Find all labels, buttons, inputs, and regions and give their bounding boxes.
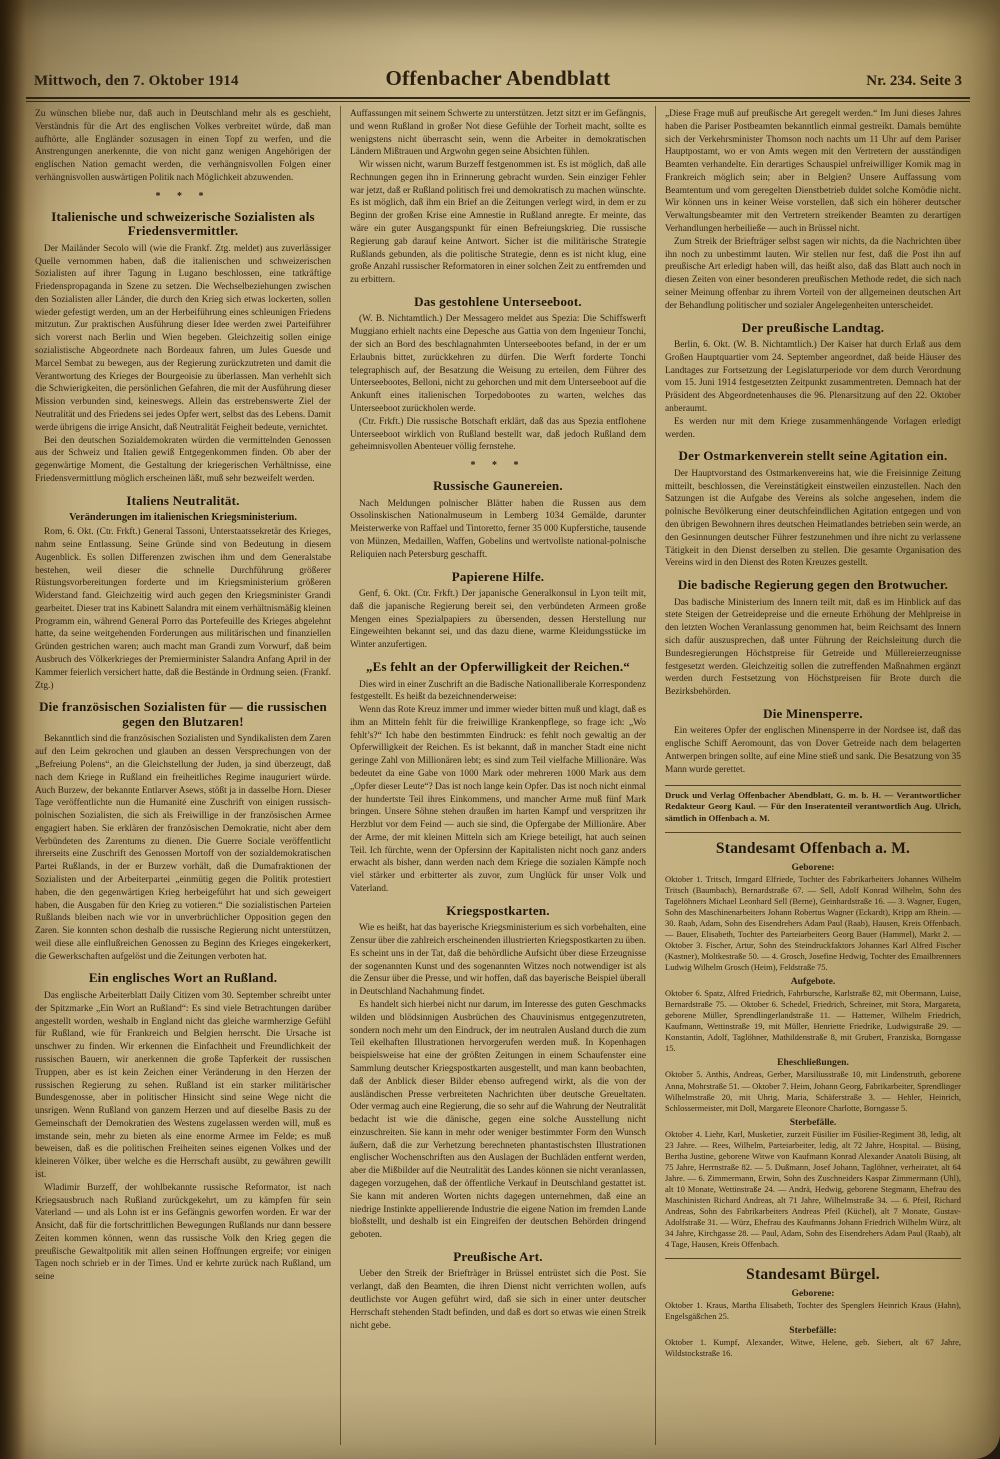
article-paragraph: Es werden nur mit dem Kriege zusammenhängende Vorlagen erledigt werden. bbox=[665, 416, 961, 440]
article-paragraph: Ein weiteres Opfer der englischen Minensperre in der Nordsee ist, daß das englische Schiff Aeromount, das von Dover Getreide nach dem belagerten Antwerpen bringen sollte, auf eine Mine stieß und sank. Die Besatzung von 35 Mann wurde gerettet. bbox=[665, 726, 961, 775]
section-separator: * * * bbox=[155, 190, 211, 202]
article-paragraph: Ueber den Streik der Briefträger in Brüssel entrüstet sich die Post. Sie verlangt, daß den Beamten, die ihren Dienst nicht verrichten wollen, aufs deutlichste vor Augen geführt wird, daß sie sich in einer unter deutscher Herrschaft stehenden Stadt befinden, und daß es dort so etwas wie einen Streik nicht gebe. bbox=[350, 1269, 646, 1331]
article-headline: Italienische und schweizerische Sozialisten als Friedensvermittler. bbox=[51, 208, 315, 239]
issue-page-number: Nr. 234. Seite 3 bbox=[866, 73, 962, 89]
article bbox=[665, 108, 961, 313]
column-3 bbox=[655, 106, 970, 1445]
article-headline: Die französischen Sozialisten für — die russischen gegen den Blutzaren! bbox=[39, 699, 327, 729]
masthead-date: Mittwoch, den 7. Oktober 1914 bbox=[34, 73, 239, 89]
article bbox=[350, 295, 646, 454]
article-subheadline: Veränderungen im italienischen Kriegsministerium. bbox=[69, 512, 297, 524]
article-headline: Preußische Art. bbox=[453, 1248, 543, 1264]
book-spine-shadow bbox=[0, 0, 26, 1459]
registry-subheading: Sterbefälle: bbox=[789, 1324, 837, 1336]
registry-subheading: Eheschließungen. bbox=[777, 1057, 849, 1069]
registry-records: Oktober 1. Tritsch, Irmgard Elfriede, Tochter des Fabrikarbeiters Johannes Wilhelm Tritsch (Baumbach), Bernardstraße 67. — Sell, Adolf Konrad Wilhelm, Sohn des Tagelöhners Michael Leonhard Sell (Berne), Geinhardstraße 16. — 3. Wagner, Eugen, Sohn des Maschinenarbeiters Johann Robertus Wagner (Eckardt), Kripp am Rhein. — 30. Raab, Adam, Sohn des Eisendrehers Adam Paul (Raab), Hausen, Kreis Offenbach. — Bauer, Elisabeth, Tochter des Parteiarbeiters Georg Bauer (Hammel), Markt 2. — Oktober 3. Fischer, Artur, Sohn des Steindruckfaktors Johannes Karl Alfred Fischer (Kastner), Moltkestraße 50. — 4. Grosch, Josefine Hedwig, Tochter des Emailbrenners Ludwig Wilhelm Grosch (Heim), Feldstraße 75. bbox=[665, 873, 961, 973]
article bbox=[35, 494, 331, 693]
article-headline: Papierene Hilfe. bbox=[451, 568, 545, 584]
article-headline: Die badische Regierung gegen den Brotwucher. bbox=[677, 577, 949, 593]
article-paragraph: Bei den deutschen Sozialdemokraten würden die vermittelnden Genossen aus der Schweiz und Italien gewiß Entgegenkommen finden. Ob aber der gegenwärtige Moment, die Gestaltung der kriegerischen Verhältnisse, eine Friedensvermittlung möglich erscheinen läßt, muß sehr bezweifelt werden. bbox=[35, 435, 331, 484]
article-paragraph: Das badische Ministerium des Innern teilt mit, daß es im Hinblick auf das stete Steigen der Getreidepreise und die erneute Erhöhung der Mehlpreise in den letzten Wochen Veranlassung genommen hat, beim Reichsamt des Innern sich dafür auszusprechen, daß unter Führung der Reichsleitung durch die Bundesregierungen Höchstpreise für Getreide und Müllereierzeugnisse festgesetzt werden. Gleichzeitig sollen die zutreffenden Maßnahmen ergänzt werden durch Festsetzung von Höchstpreisen für Brote durch die Bezirksbehörden. bbox=[665, 597, 961, 698]
article-headline: Kriegspostkarten. bbox=[446, 902, 550, 918]
registry-office-section bbox=[665, 832, 961, 1250]
article-paragraph: Das englische Arbeiterblatt Daily Citizen vom 30. September schreibt unter der Spitzmarke „Ein Wort an Rußland“: Es sind viele Betrachtungen darüber angestellt worden, weshalb in England nicht das gleiche warmherzige Gefühl für Rußland, wie für Frankreich und Belgien herrscht. Die Ursache ist unschwer zu finden. Wir erkennen die Einfachheit und Freundlichkeit der russischen Bauern, wir anerkennen die große Tapferkeit der russischen Truppen, aber es ist kein Zeichen einer Veränderung in den Herzen der russischen Regierung zu sehen. Rußland ist ein starker militärischer Bundesgenosse, aber in politischer Hinsicht sind seine Wege nicht die unsrigen. Wenn Rußland von ganzem Herzen und auf dieselbe Basis zu der Gemeinschaft der Demokratien des Westens zugelassen werden will, muß es imstande sein, mehr zu bieten als eine enorme Armee im Felde; es muß beweisen, daß es die politischen Freiheiten seines eigenen Volkes und der kleineren Völker, über welche es die Herrschaft ausübt, zu gewähren gewillt ist. bbox=[35, 991, 331, 1180]
article bbox=[35, 108, 331, 185]
article bbox=[665, 321, 961, 442]
article-headline: Ein englisches Wort an Rußland. bbox=[88, 970, 278, 986]
registry-records: Oktober 4. Liehr, Karl, Musketier, zurzeit Füsilier im Füsilier-Regiment 38, ledig, alt 23 Jahre. — Rees, Wilhelm, Parteiarbeiter, ledig, alt 72 Jahre, Hospital. — Büsing, Bertha Justine, geborene Witwe von Kaufmann Konrad Alexander Anatoli Büsing, alt 75 Jahre, Herrnstraße 82. — 5. Dußmann, Josef Johann, Taglöhner, verheiratet, alt 64 Jahre. — 6. Zimmermann, Erwin, Sohn des Zuschneiders Kaspar Zimmermann (Uhl), alt 10 Monate, Wettinstraße 24. — Andrä, Hedwig, geborene Stegmann, Ehefrau des Maschinisten Richard Andreas, alt 71 Jahre, Wilhelmstraße 34. — 6. Pfeil, Richard Andreas, Sohn des Fabrikarbeiters Andreas Pfeil (Küchel), alt 7 Monate, Gustav-Adolfstraße 31. — Würz, Ehefrau des Kaufmanns Johann Friedrich Wilhelm Würz, alt 34 Jahre, Kirchgasse 28. — Paul, Adam, Sohn des Eisendrehers Adam Paul (Raab), alt 4 Tage, Hausen, Kreis Offenbach. bbox=[665, 1128, 961, 1250]
article-headline: Standesamt Bürgel. bbox=[746, 1266, 880, 1284]
article-headline: Der Ostmarkenverein stellt seine Agitation ein. bbox=[678, 448, 948, 464]
article-paragraph: Wir wissen nicht, warum Burzeff festgenommen ist. Es ist möglich, daß alle Rechnungen gegen ihn in Erinnerung gebracht wurden. Sein einziger Fehler war jetzt, daß er Rußland politisch frei und demokratisch zu machen wünschte. Es ist möglich, daß ihm ein Brief an die Zeitungen verlegt wird, in dem er zu Beginn der großen Krise eine Amnestie in Rußland anregte. Er meinte, das wäre ein guter Ausgangspunkt für einen Befreiungskrieg. Die russische Regierung gab darauf keine Antwort. Sicher ist die militärische Strategie Rußlands gebunden, als die politische Strategie, denn es ist nicht klug, eine große Anzahl russischer Reformatoren in einer solchen Zeit zu entfremden und zu erbittern. bbox=[350, 160, 646, 286]
article-paragraph: Auffassungen mit seinem Schwerte zu unterstützen. Jetzt sitzt er im Gefängnis, und wenn Rußland in großer Not diese Gefühle der Torheit macht, sollte es wenigstens nicht überrascht sein, wenn die Arbeiter in demokratischen Ländern Mißtrauen und Argwohn gegen seine Absichten fühlen. bbox=[350, 109, 646, 158]
article-paragraph: Berlin, 6. Okt. (W. B. Nichtamtlich.) Der Kaiser hat durch Erlaß aus dem Großen Hauptquartier vom 24. September angeordnet, daß beide Häuser des Landtages zur Fortsetzung der Legislaturperiode vor dem durch Verordnung vom 15. Juni 1914 festgesetzten Zeitpunkt zusammentreten. Demnach hat der Präsident des Abgeordnetenhauses die 96. Plenarsitzung auf den 22. Oktober anberaumt. bbox=[665, 340, 961, 414]
article-paragraph: Wladimir Burzeff, der wohlbekannte russische Reformator, ist nach Kriegsausbruch nach Rußland zurückgekehrt, um zu kämpfen für sein Vaterland — und als Lohn ist er ins Gefängnis geworfen worden. Er war der Ansicht, daß für die fortschrittlichen Bewegungen Rußlands nur dann bessere Zeiten kommen können, wenn das russische Volk den Krieg gegen die preußische Gewaltpolitik mit allen seinen Hoffnungen ergreife; vor einigen Tagen noch schrieb er in der Times. Und er kehrte zurück nach Rußland, um seine bbox=[35, 1182, 331, 1283]
article-headline: Der preußische Landtag. bbox=[741, 319, 885, 335]
article-headline: Italiens Neutralität. bbox=[126, 492, 240, 508]
article-headline: Das gestohlene Unterseeboot. bbox=[414, 293, 582, 309]
registry-subheading: Aufgebote. bbox=[790, 976, 836, 988]
column-1 bbox=[26, 106, 340, 1445]
article-paragraph: Es handelt sich hierbei nicht nur darum, im Interesse des guten Geschmacks wilden und blödsinnigen Ausbrüchen des Chauvinismus entgegenzutreten, sondern noch mehr um den Eindruck, der im neutralen Ausland durch die zum Teil ekelhaften Illustrationen hervorgerufen werden muß. In Kopenhagen beispielsweise hat eine der größten Zeitungen in einem Schaufenster eine Sammlung deutscher Kriegspostkarten ausgestellt, und man kann beobachten, daß der Anblick dieser Bilder ebenso aufregend wirkt, als die von der ausländischen Presse verbreiteten Nachrichten über deutsche Greueltaten. Oder vermag auch eine Regierung, die so sehr auf die Wahrung der Neutralität bedacht ist wie die dänische, gegen eine solche Ausstellung nicht einzuschreiten. Sie kann in mehr oder weniger bestimmter Form den Wunsch äußern, daß die zur Verhetzung berechneten phantastischsten Illustrationen englischer Wochenschriften aus den Auslagen der Buchläden entfernt werden, aber die Mißbilder auf die Neutralität des Landes können sie nicht veranlassen, dagegen vorzugehen, daß der öffentliche Verkauf in Deutschland gestattet ist. Sie kann mit anderen Worten nichts dagegen unternehmen, daß eine an niedrige Instinkte appellierende Industrie die eigene Nation im fremden Lande bloßstellt, und deshalb ist ein Eingreifen der deutschen Behörden dringend geboten. bbox=[350, 1000, 646, 1241]
article-paragraph: Der Mailänder Secolo will (wie die Frankf. Ztg. meldet) aus zuverlässiger Quelle vernommen haben, daß die italienischen und schweizerischen Sozialisten auf ihrer Tagung in Lugano beschlossen, eine tatkräftige Friedenspropaganda in Szene zu setzen. Die Wechselbeziehungen zwischen den Sozialisten aller Länder, die durch den Krieg sich etwas lockerten, sollen wieder gefestigt werden, um an der Herbeiführung eines schleunigen Friedens mitzutun. Zur praktischen Ausführung dieser Idee werden zwei Parteiführer sich vorerst nach Berlin und Wien begeben. Gleichzeitig sollen einige sozialistische Abgeordnete nach Bordeaux fahren, um Jules Guesde und Marcel Sembat zu bewegen, aus der Regierung zurückzutreten und damit die Verantwortung des Krieges der Bourgeoisie zu überlassen. Man verhehlt sich die Schwierigkeiten, die persönlichen Gefahren, die mit der Ausführung dieser Mission verbunden sind, keineswegs. Allein das erstrebenswerte Ziel der Neutralität und des Friedens sei jedes Opfer wert, selbst das des Lebens. Damit werde übrigens die irrige Ansicht, daß Neutralität Feigheit bedeute, vernichtet. bbox=[35, 243, 331, 433]
article-headline: Standesamt Offenbach a. M. bbox=[715, 840, 911, 858]
article-headline: Russische Gaunereien. bbox=[433, 478, 563, 494]
registry-subheading: Geborene: bbox=[791, 861, 835, 873]
article-paragraph: Genf, 6. Okt. (Ctr. Frkft.) Der japanische Generalkonsul in Lyon teilt mit, daß die japanische Regierung bereit sei, den verbündeten Armeen große Mengen eines Spezialpapiers zu übersenden, dessen Herstellung nur Eingeweihten bekannt sei, und das dazu diene, warme Kleidungsstücke im Winter anzufertigen. bbox=[350, 589, 646, 651]
registry-subheading: Sterbefälle. bbox=[789, 1116, 837, 1128]
article bbox=[665, 707, 961, 777]
article bbox=[350, 570, 646, 652]
registry-records: Oktober 1. Kumpf, Alexander, Witwe, Helene, geb. Siebert, alt 67 Jahre, Wildstockstraße 16. bbox=[665, 1336, 961, 1358]
masthead bbox=[34, 66, 962, 91]
article-paragraph: Wenn das Rote Kreuz immer und immer wieder bitten muß und klagt, daß es ihm an Mitteln fehlt für die freiwillige Krankenpflege, so frage ich: „Wo fehlt’s?“ Ich habe den bestimmten Eindruck: es fehlt noch gewaltig an der Opferwilligkeit der Reichen. Es ist bekannt, daß in mancher Stadt eine nicht geringe Zahl von Millionären lebt; es sind zum Teil vielfache Millionäre. Was bedeutet da eine Gabe von 1000 Mark oder mehreren 1000 Mark aus dem „Opfer dieser Leute“? Das ist noch lange kein Opfer. Das ist noch nicht einmal der hundertste Teil ihres Einkommens, und mancher Arme muß fünf Mark bringen. Unsere Söhne stehen draußen im harten Kampf und verspritzen ihr Herzblut vor dem Feind — auch sie sind, die Opfergabe der Millionäre. Aber der Arme, der mit kleinen Mitteln sich am Kriege beteiligt, hat auch seinen Teil. Ich fürchte, wenn der Opfersinn der Kapitalisten nicht noch ganz anders erwacht als bisher, dann werden nach dem Kriege die sozialen Kämpfe noch viel stärker und erbitterter als zuvor, zum Unglück für unser Volk und Vaterland. bbox=[350, 705, 646, 895]
article-paragraph: Dies wird in einer Zuschrift an die Badische Nationalliberale Korrespondenz festgestellt. Es heißt da bezeichnenderweise: bbox=[350, 679, 646, 703]
masthead-rule bbox=[26, 97, 970, 102]
imprint-block bbox=[665, 785, 961, 825]
article bbox=[35, 191, 331, 486]
article-paragraph: Bekanntlich sind die französischen Sozialisten und Syndikalisten dem Zaren auf den Leim gekrochen und glauben an dessen Versprechungen von der „Befreiung Polens“, an die Gleichstellung der Juden, ja sind überzeugt, daß nach dem Kriege in Rußland ein freiheitliches Regime inauguriert würde. Auch Burzew, der bekannte Entlarver Asews, stößt ja in dasselbe Horn. Dieser Tage veröffentlichte nun die Humanité eine Zuschrift von einigen russisch-polnischen Sozialisten, die sich als Freiwillige in der französischen Armee engagiert haben. Sie erklären der französischen Demokratie, nicht aber dem Verbündeten des Zarentums zu dienen. Die Guerre Sociale veröffentlicht ihrerseits eine Zuschrift des Genossen Mortoff von der sozialdemokratischen Partei Rußlands, in der er Burzew vorhält, daß die Dumafraktionen der Sozialisten und der Arbeiterpartei „einmütig gegen die Politik protestiert haben, die den gegenwärtigen Krieg herbeigeführt hat und sich geweigert haben, die Ausgaben für den Krieg zu votieren.“ Die sozialistischen Parteien Rußlands bleiben nach wie vor in unverbrüchlicher Opposition gegen den Zaren. Sie konnten schon deshalb die russische Regierung nicht unterstützen, weil diese alle einflußreichen Genossen zu Beginn des Krieges eingekerkert, die Gewerkschaften aufgelöst und die Zeitungen verboten hat. bbox=[35, 734, 331, 962]
registry-records: Oktober 1. Kraus, Martha Elisabeth, Tochter des Spenglers Heinrich Kraus (Hahn), Engelsgäßchen 25. bbox=[665, 1299, 961, 1321]
article bbox=[350, 1250, 646, 1332]
article-paragraph: „Diese Frage muß auf preußische Art geregelt werden.“ Im Juni dieses Jahres haben die Pariser Postbeamten bekanntlich einmal gestreikt. Damals bemühte sich der Verkehrsminister Thomson noch nachts um 11 Uhr auf dem Pariser Hauptpostamt, wo er von Amts wegen mit den Vertretern der ausständigen Beamten verhandelte. Ein derartiges Schauspiel unfreiwilliger Komik mag in Frankreich möglich sein; aber in Belgien? Unsere Auffassung vom Beamtentum und vom geregelten Dienstbetrieb duldet solche Komödie nicht. Wir können uns in keiner Weise vorstellen, daß sich ein höherer deutscher Verwaltungsbeamter mit den Vertretern streikender Beamten zu derartigen Verhandlungen herbeiließe — auch in Brüssel nicht. bbox=[665, 109, 961, 235]
article bbox=[35, 700, 331, 963]
article bbox=[350, 660, 646, 896]
article-columns bbox=[26, 106, 970, 1445]
article bbox=[665, 449, 961, 570]
article-paragraph: (Ctr. Frkft.) Die russische Botschaft erklärt, daß das aus Spezia entflohene Unterseeboot wirklich von Rußland bestellt war, daß jedoch Rußland dem geheimnisvollen Abenteuer völlig fernstehe. bbox=[350, 416, 646, 453]
registry-records: Oktober 5. Anthis, Andreas, Gerber, Marsiliusstraße 10, mit Lindenstruth, geborene Anna, Mohrstraße 51. — Oktober 7. Heim, Johann Georg, Fabrikarbeiter, Sprendlinger Wilhelmstraße 20, mit Uhrig, Maria, Schäferstraße 3. — Hehler, Heinrich, Schlossermeister, mit Doll, Margarete Eleonore Charlotte, Borngasse 5. bbox=[665, 1069, 961, 1113]
article bbox=[350, 904, 646, 1242]
article bbox=[350, 108, 646, 287]
article bbox=[350, 460, 646, 561]
article-paragraph: Wie es heißt, hat das bayerische Kriegsministerium es sich vorbehalten, eine Zensur über die zahlreich erscheinenden illustrierten Kriegspostkarten zu üben. Es scheint uns in der Tat, daß die behördliche Aufsicht über diese Erzeugnisse der sogenannten Kunst und des sogenannten Witzes noch notwendiger ist als die Zensur über die Presse, und wir hoffen, daß das bayerische Beispiel überall in Deutschland Nachahmung findet. bbox=[350, 923, 646, 998]
divider-rule bbox=[665, 1258, 961, 1259]
article-paragraph: Zu wünschen bliebe nur, daß auch in Deutschland mehr als es geschieht, Verständnis für die Art des englischen Volkes verbreitet würde, daß man aufhörte, alle Engländer sozusagen in einen Topf zu werfen, und die Anstrengungen anerkennte, die von nicht ganz wenigen Angehörigen der englischen Nation gemacht werden, die verhängnisvollen Folgen einer verhängnisvollen auswärtigen Politik nach Möglichkeit abzuwenden. bbox=[35, 109, 331, 183]
registry-office-section bbox=[665, 1258, 961, 1359]
article-paragraph: (W. B. Nichtamtlich.) Der Messagero meldet aus Spezia: Die Schiffswerft Muggiano erhielt nachts eine Depesche aus Gattia von dem Ingenieur Tonchi, der sich an Bord des beschlagnahmten Unterseebootes befand, in der er um Erlaubnis bittet, zurückkehren zu dürfen. Die Werft forderte Tonchi telegraphisch auf, der Besatzung die Weisung zu erteilen, dem Führer des Unterseebootes, Belloni, nicht zu gehorchen und mit dem Unterseeboot auf die Ankunft eines italienischen Torpedobootes zu warten, welches das Unterseeboot zurückholen werde. bbox=[350, 314, 646, 414]
newspaper-title: Offenbacher Abendblatt bbox=[385, 66, 611, 90]
registry-records: Oktober 6. Spatz, Alfred Friedrich, Fahrbursche, Karlstraße 82, mit Obermann, Luise, Bernardstraße 75. — Oktober 6. Schedel, Friedrich, Schreiner, mit Stora, Margareta, geborene Müller, Sprendlingerlandstraße 11. — Hattemer, Wilhelm Friedrich, Kaufmann, Wettinstraße 19, mit Müller, Henriette Friedrike, Ludwigstraße 29. — Konstantin, Adolf, Taglöhner, Mathildenstraße 8, mit Grubert, Franziska, Borngasse 15. bbox=[665, 988, 961, 1054]
article-paragraph: Nach Meldungen polnischer Blätter haben die Russen aus dem Ossolinskischen Nationalmuseum in Lemberg 1034 Gemälde, darunter Meisterwerke von Raffael und Tintoretto, ferner 35 000 Kupferstiche, tausende von Münzen, Medaillen, Waffen, Gobelins und wertvollste national-polnische Reliquien nach Petersburg geschafft. bbox=[350, 498, 646, 560]
registry-subheading: Geborene: bbox=[791, 1287, 835, 1299]
article-paragraph: Rom, 6. Okt. (Ctr. Frkft.) General Tassoni, Unterstaatssekretär des Krieges, nahm seine Entlassung. Seine Gründe sind von Bedeutung in diesem Augenblick. Es sollen Differenzen zwischen ihm und dem Generalstabe bestehen, weil dieser die schnelle Durchführung größerer Rüstungsvorbereitungen forderte und im Kriegsministerium größeren Widerstand fand. Gleichzeitig wird auch gegen den Kriegsminister Grandi gearbeitet. Dieser trat ins Kabinett Salandra mit einem verhältnismäßig kleinen Programm ein, während General Porro das Portefeuille des Krieges abgelehnt hatte, da seine weitgehenden Forderungen aus militärischen und finanziellen Gründen gestrichen waren; auch macht man Grandi zum Vorwurf, daß beim Ausbruch des Völkerkrieges der Premierminister Salandra Anfang April in der Kammer feierlich versichert hatte, daß die Bestände in Ordnung seien. (Frankf. Ztg.) bbox=[35, 527, 331, 691]
article bbox=[665, 578, 961, 699]
article-headline: „Es fehlt an der Opferwilligkeit der Reichen.“ bbox=[365, 658, 630, 674]
imprint-text: Druck und Verlag Offenbacher Abendblatt, G. m. b. H. — Verantwortlicher Redakteur Georg Kaul. — Für den Inseratenteil verantwortlich Aug. Ulrich, sämtlich in Offenbach a. M. bbox=[665, 785, 961, 825]
section-separator: * * * bbox=[470, 460, 526, 472]
article-paragraph: Zum Streik der Briefträger selbst sagen wir nichts, da die Nachrichten über ihn noch zu unbestimmt lauten. Wir stellen nur fest, daß die Post ihn auf preußische Art erledigt haben will, das heißt also, daß das Blatt auch noch in diesen Zeiten von einer besonderen preußischen Methode redet, die sich nach seiner Meinung offenbar zu ihrem Vorteil von der allgemeinen deutschen Art der Behandlung politischer und sozialer Angelegenheiten unterscheidet. bbox=[665, 236, 961, 311]
article bbox=[35, 971, 331, 1284]
article-paragraph: Der Hauptvorstand des Ostmarkenvereins hat, wie die Freisinnige Zeitung mitteilt, beschlossen, die Vereinstätigkeit einstweilen einzustellen. Nach den Satzungen ist die Aufgabe des Vereins als solche angesehen, indem die polnische Bevölkerung einer deutschfeindlichen Agitation entgegen und von den übrigen Bewohnern ihres deutschen Heimatlandes betrieben sein werde, an den Gesinnungen deutscher Führer festzunehmen und ihre nicht zu verlassene Tätigkeit in den Dienst derselben zu stellen. Die gesamte Organisation des Vereins wird in den Dienst des Roten Kreuzes gestellt. bbox=[665, 468, 962, 569]
divider-rule bbox=[665, 832, 961, 833]
article-headline: Die Minensperre. bbox=[763, 705, 863, 721]
column-2 bbox=[340, 106, 655, 1445]
